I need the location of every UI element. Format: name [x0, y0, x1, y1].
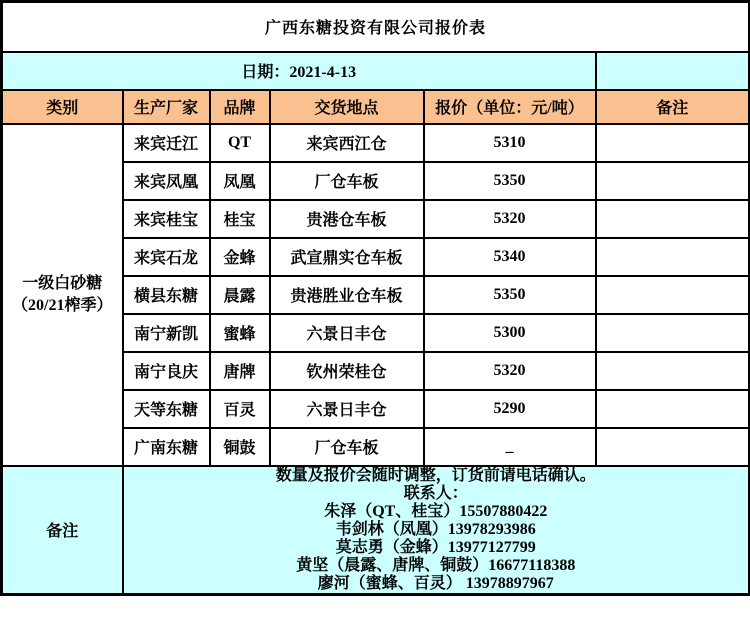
manufacturer-cell: 广南东糖: [123, 428, 210, 466]
brand-cell: 铜鼓: [210, 428, 270, 466]
manufacturer-cell: 南宁良庆: [123, 352, 210, 390]
manufacturer-cell: 来宾迁江: [123, 124, 210, 162]
remark-cell: [596, 428, 750, 466]
category-line2: （20/21榨季）: [12, 296, 113, 314]
brand-cell: 桂宝: [210, 200, 270, 238]
header-row: [2, 90, 750, 124]
brand-cell: 百灵: [210, 390, 270, 428]
footer-row: [2, 466, 750, 595]
price-cell: _: [424, 428, 596, 466]
date-row-empty-cell: [596, 52, 750, 90]
manufacturer-cell: 来宾桂宝: [123, 200, 210, 238]
price-cell: 5310: [424, 124, 596, 162]
table-row: [2, 124, 750, 162]
footer-label: 备注: [2, 466, 123, 595]
date-label: 日期：2021-4-13: [2, 52, 596, 90]
header-brand: 品牌: [210, 90, 270, 124]
brand-cell: QT: [210, 124, 270, 162]
price-cell: 5350: [424, 162, 596, 200]
remark-cell: [596, 390, 750, 428]
footer-note-line: 莫志勇（金蜂）13977127799: [335, 538, 536, 556]
delivery-cell: 来宾西江仓: [270, 124, 424, 162]
manufacturer-cell: 天等东糖: [123, 390, 210, 428]
brand-cell: 金蜂: [210, 238, 270, 276]
delivery-cell: 厂仓车板: [270, 428, 424, 466]
header-price: 报价（单位：元/吨）: [424, 90, 596, 124]
delivery-cell: 厂仓车板: [270, 162, 424, 200]
remark-cell: [596, 352, 750, 390]
manufacturer-cell: 横县东糖: [123, 276, 210, 314]
price-cell: 5340: [424, 238, 596, 276]
footer-note-line: 数量及报价会随时调整，订货前请电话确认。: [275, 466, 596, 484]
remark-cell: [596, 276, 750, 314]
footer-note-line: 廖河（蜜蜂、百灵） 13978897967: [317, 574, 554, 592]
delivery-cell: 贵港仓车板: [270, 200, 424, 238]
header-manufacturer: 生产厂家: [123, 90, 210, 124]
price-cell: 5350: [424, 276, 596, 314]
delivery-cell: 贵港胜业仓车板: [270, 276, 424, 314]
category-cell: [2, 124, 123, 466]
remark-cell: [596, 124, 750, 162]
price-cell: 5290: [424, 390, 596, 428]
price-cell: 5320: [424, 200, 596, 238]
manufacturer-cell: 来宾凤凰: [123, 162, 210, 200]
page-title: 广西东糖投资有限公司报价表: [2, 2, 750, 52]
title-row: [2, 2, 750, 52]
remark-cell: [596, 200, 750, 238]
delivery-cell: 六景日丰仓: [270, 314, 424, 352]
manufacturer-cell: 来宾石龙: [123, 238, 210, 276]
brand-cell: 凤凰: [210, 162, 270, 200]
footer-note-line: 韦剑林（凤凰）13978293986: [335, 520, 536, 538]
delivery-cell: 六景日丰仓: [270, 390, 424, 428]
delivery-cell: 武宣鼎实仓车板: [270, 238, 424, 276]
delivery-cell: 钦州荣桂仓: [270, 352, 424, 390]
footer-note-line: 联系人：: [403, 484, 468, 502]
remark-cell: [596, 238, 750, 276]
brand-cell: 蜜蜂: [210, 314, 270, 352]
remark-cell: [596, 162, 750, 200]
price-cell: 5300: [424, 314, 596, 352]
footer-note-line: 朱泽（QT、桂宝）15507880422: [324, 502, 548, 520]
date-row: [2, 52, 750, 90]
brand-cell: 唐牌: [210, 352, 270, 390]
manufacturer-cell: 南宁新凯: [123, 314, 210, 352]
category-line1: 一级白砂糖: [22, 274, 103, 292]
brand-cell: 晨露: [210, 276, 270, 314]
remark-cell: [596, 314, 750, 352]
header-remark: 备注: [596, 90, 750, 124]
footer-notes: [123, 466, 750, 595]
footer-note-line: 黄坚（晨露、唐牌、铜鼓）16677118388: [296, 556, 576, 574]
price-cell: 5320: [424, 352, 596, 390]
header-category: 类别: [2, 90, 123, 124]
header-delivery: 交货地点: [270, 90, 424, 124]
